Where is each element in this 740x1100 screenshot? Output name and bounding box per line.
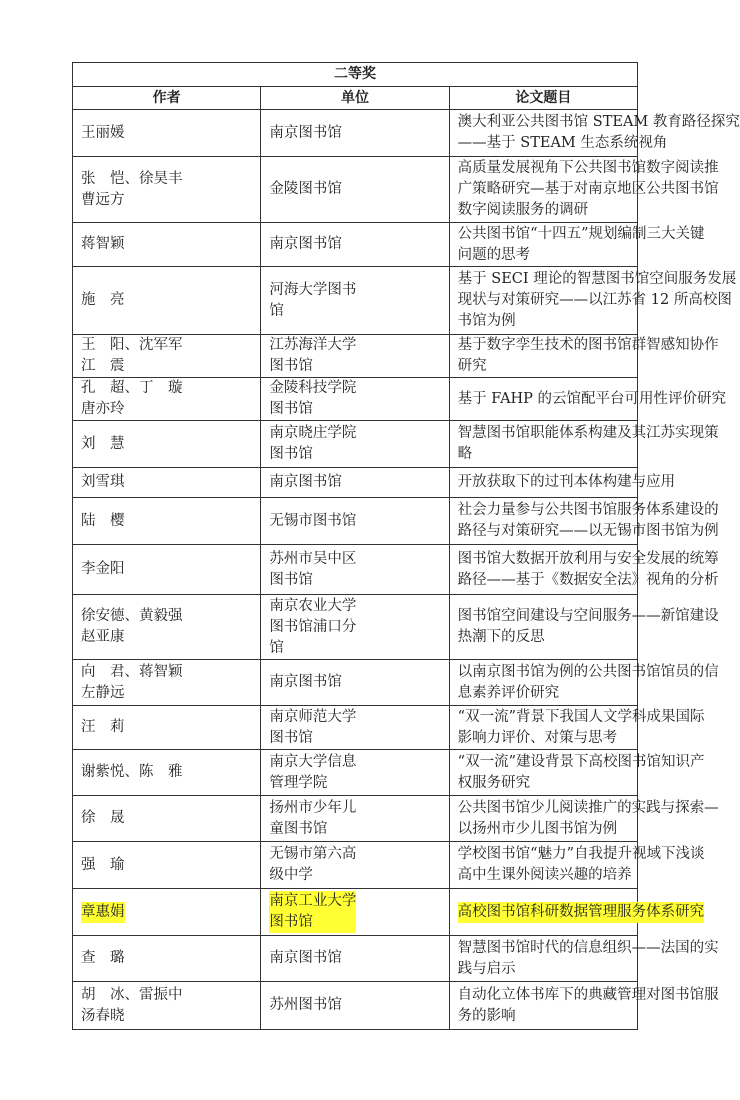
unit-line: 南京图书馆 — [269, 674, 342, 690]
table-row — [73, 982, 638, 1030]
author-cell — [73, 498, 261, 545]
table-row — [73, 498, 638, 545]
paper-line: 基于 SECI 理论的智慧图书馆空间服务发展 — [457, 271, 737, 287]
paper-line: 践与启示 — [457, 960, 516, 977]
unit-cell — [261, 842, 449, 889]
author-line: 李金阳 — [81, 561, 125, 577]
unit-line: 南京图书馆 — [269, 124, 342, 141]
paper-line: 息素养评价研究 — [457, 684, 560, 701]
unit-cell — [261, 545, 449, 595]
paper-cell — [449, 498, 719, 545]
paper-cell — [449, 750, 705, 796]
table-row — [73, 267, 638, 335]
unit-line: 河海大学图书 — [269, 281, 357, 298]
paper-line: 以扬州市少儿图书馆为例 — [457, 820, 618, 837]
paper-cell — [449, 335, 719, 378]
paper-line: 自动化立体书库下的典藏管理对图书馆服 — [457, 986, 719, 1003]
table-row — [73, 750, 638, 796]
unit-line: 江苏海洋大学 — [269, 337, 357, 353]
paper-line: 影响力评价、对策与思考 — [457, 729, 618, 746]
unit-line: 级中学 — [269, 867, 313, 883]
header-paper: 论文题目 — [449, 87, 637, 110]
unit-line: 管理学院 — [269, 774, 328, 791]
paper-line: 以南京图书馆为例的公共图书馆馆员的信 — [457, 663, 719, 680]
author-line: 谢紫悦、陈 雅 — [81, 764, 183, 780]
unit-line: 图书馆 — [269, 446, 313, 462]
table-row — [73, 468, 638, 498]
paper-cell — [449, 110, 740, 157]
author-cell — [73, 223, 261, 267]
table-row — [73, 545, 638, 595]
unit-line: 图书馆浦口分 — [269, 618, 357, 635]
author-cell — [73, 421, 261, 468]
unit-line: 金陵科技学院 — [269, 380, 357, 396]
author-line: 胡 冰、雷振中 — [81, 986, 183, 1003]
table-row — [73, 110, 638, 157]
unit-cell — [261, 889, 449, 936]
unit-cell — [261, 110, 449, 157]
author-cell — [73, 936, 261, 982]
unit-cell — [261, 223, 449, 267]
table-row — [73, 378, 638, 421]
author-line: 汪 莉 — [81, 719, 125, 735]
paper-line: 广策略研究—基于对南京地区公共图书馆 — [457, 181, 719, 197]
author-line: 陆 樱 — [81, 512, 125, 529]
author-line: 蒋智颖 — [81, 236, 125, 252]
paper-line: 略 — [457, 446, 473, 462]
paper-cell — [449, 936, 719, 982]
table-row — [73, 157, 638, 223]
unit-line: 南京图书馆 — [269, 950, 342, 966]
paper-line: 高中生课外阅读兴趣的培养 — [457, 867, 632, 883]
unit-cell — [261, 595, 449, 660]
unit-cell — [261, 750, 449, 796]
author-cell — [73, 595, 261, 660]
unit-cell — [261, 706, 449, 750]
paper-line: 路径——基于《数据安全法》视角的分析 — [457, 571, 719, 588]
table-row — [73, 842, 638, 889]
unit-line: 图书馆 — [269, 401, 313, 417]
paper-cell — [449, 421, 719, 468]
paper-line: 高校图书馆科研数据管理服务体系研究 — [457, 903, 705, 920]
paper-cell — [449, 223, 705, 267]
table-row — [73, 936, 638, 982]
paper-line: 公共图书馆少儿阅读推广的实践与探索— — [457, 799, 719, 816]
paper-line: 公共图书馆“十四五”规划编制三大关键 — [457, 225, 705, 242]
author-cell — [73, 545, 261, 595]
unit-line: 南京大学信息 — [269, 753, 357, 770]
author-cell — [73, 982, 261, 1030]
paper-cell — [449, 157, 719, 223]
table-title-row — [73, 63, 638, 87]
author-cell — [73, 468, 261, 498]
paper-line: “双一流”建设背景下高校图书馆知识产 — [457, 753, 705, 770]
paper-line: 基于数字孪生技术的图书馆群智感知协作 — [457, 337, 719, 353]
paper-line: 热潮下的反思 — [457, 629, 545, 645]
paper-line: 高质量发展视角下公共图书馆数字阅读推 — [457, 160, 719, 176]
paper-line: ——基于 STEAM 生态系统视角 — [457, 135, 668, 151]
unit-cell — [261, 378, 449, 421]
paper-cell — [449, 468, 676, 498]
table-row — [73, 335, 638, 378]
unit-line: 南京图书馆 — [269, 236, 342, 252]
unit-cell — [261, 468, 449, 498]
paper-line: 务的影响 — [457, 1007, 516, 1024]
author-line: 赵亚康 — [81, 629, 125, 645]
author-cell — [73, 750, 261, 796]
author-cell — [73, 267, 261, 335]
unit-line: 馆 — [269, 639, 284, 656]
unit-line: 南京图书馆 — [269, 474, 342, 490]
table-body — [73, 110, 740, 1030]
author-line: 汤春晓 — [81, 1007, 125, 1024]
author-cell — [73, 796, 261, 842]
paper-line: 澳大利亚公共图书馆 STEAM 教育路径探究 — [457, 114, 740, 130]
paper-cell — [449, 796, 719, 842]
unit-cell — [261, 267, 449, 335]
unit-cell — [261, 157, 449, 223]
paper-line: “双一流”背景下我国人文学科成果国际 — [457, 708, 705, 725]
author-cell — [73, 335, 261, 378]
author-line: 王 阳、沈军军 — [81, 337, 183, 353]
author-line: 孔 超、丁 璇 — [81, 380, 183, 396]
paper-line: 研究 — [457, 358, 487, 374]
award-table — [72, 62, 740, 1030]
paper-line: 基于 FAHP 的云馆配平台可用性评价研究 — [457, 390, 727, 407]
author-line: 刘 慧 — [81, 435, 125, 452]
table-row — [73, 595, 638, 660]
award-table-page — [72, 62, 740, 1030]
author-cell — [73, 889, 261, 936]
author-line: 向 君、蒋智颖 — [81, 663, 183, 680]
unit-cell — [261, 660, 449, 706]
paper-line: 智慧图书馆时代的信息组织——法国的实 — [457, 939, 719, 956]
unit-cell — [261, 335, 449, 378]
paper-line: 社会力量参与公共图书馆服务体系建设的 — [457, 502, 719, 518]
author-line: 王丽媛 — [81, 124, 125, 141]
paper-line: 数字阅读服务的调研 — [457, 202, 589, 218]
unit-line: 南京工业大学 — [269, 893, 357, 909]
author-cell — [73, 660, 261, 706]
paper-line: 智慧图书馆职能体系构建及其江苏实现策 — [457, 425, 719, 441]
author-cell — [73, 110, 261, 157]
table-row — [73, 796, 638, 842]
author-line: 强 瑜 — [81, 856, 125, 873]
author-line: 查 璐 — [81, 950, 125, 966]
paper-cell — [449, 842, 705, 889]
unit-line: 金陵图书馆 — [269, 181, 342, 197]
unit-cell — [261, 936, 449, 982]
paper-cell — [449, 982, 719, 1030]
header-author: 作者 — [73, 87, 261, 110]
unit-cell — [261, 498, 449, 545]
author-line: 唐亦玲 — [81, 401, 125, 417]
author-line: 徐安德、黄毅强 — [81, 608, 183, 624]
table-row — [73, 421, 638, 468]
author-line: 曹远方 — [81, 191, 125, 208]
paper-line: 现状与对策研究——以江苏省 12 所高校图 — [457, 292, 732, 308]
author-cell — [73, 706, 261, 750]
author-line: 张 恺、徐昊丰 — [81, 170, 183, 187]
paper-cell — [449, 267, 737, 335]
author-line: 刘雪琪 — [81, 474, 125, 490]
paper-cell — [449, 545, 719, 595]
unit-line: 南京农业大学 — [269, 597, 357, 614]
table-row — [73, 223, 638, 267]
paper-cell — [449, 889, 705, 936]
table-row — [73, 706, 638, 750]
table-title: 二等奖 — [73, 63, 638, 87]
unit-line: 无锡市图书馆 — [269, 512, 357, 529]
paper-line: 路径与对策研究——以无锡市图书馆为例 — [457, 523, 719, 539]
paper-line: 开放获取下的过刊本体构建与应用 — [457, 474, 676, 490]
author-line: 徐 晟 — [81, 810, 125, 826]
paper-line: 权服务研究 — [457, 774, 531, 791]
paper-cell — [449, 378, 727, 421]
table-header-row — [73, 87, 638, 110]
author-line: 章惠娟 — [81, 903, 125, 920]
unit-line: 图书馆 — [269, 358, 313, 374]
paper-line: 书馆为例 — [457, 313, 516, 329]
paper-line: 图书馆大数据开放利用与安全发展的统筹 — [457, 550, 719, 567]
paper-cell — [449, 660, 719, 706]
author-cell — [73, 157, 261, 223]
unit-line: 图书馆 — [269, 571, 313, 588]
table-row — [73, 889, 638, 936]
author-cell — [73, 842, 261, 889]
unit-line: 图书馆 — [269, 914, 313, 930]
paper-line: 学校图书馆“魅力”自我提升视域下浅谈 — [457, 846, 705, 862]
paper-cell — [449, 595, 719, 660]
header-unit: 单位 — [261, 87, 449, 110]
unit-line: 苏州图书馆 — [269, 997, 342, 1013]
unit-line: 苏州市吴中区 — [269, 550, 357, 567]
unit-line: 童图书馆 — [269, 820, 328, 837]
unit-line: 南京晓庄学院 — [269, 425, 357, 441]
unit-cell — [261, 982, 449, 1030]
unit-cell — [261, 796, 449, 842]
author-line: 左静远 — [81, 684, 125, 701]
paper-cell — [449, 706, 705, 750]
unit-cell — [261, 421, 449, 468]
unit-line: 无锡市第六高 — [269, 846, 357, 862]
author-line: 施 亮 — [81, 292, 125, 308]
author-line: 江 震 — [81, 358, 125, 374]
unit-line: 馆 — [269, 302, 284, 319]
unit-line: 图书馆 — [269, 729, 313, 746]
unit-line: 扬州市少年儿 — [269, 799, 357, 816]
paper-line: 图书馆空间建设与空间服务——新馆建设 — [457, 608, 719, 624]
paper-line: 问题的思考 — [457, 246, 531, 263]
unit-line: 南京师范大学 — [269, 708, 357, 725]
table-row — [73, 660, 638, 706]
author-cell — [73, 378, 261, 421]
